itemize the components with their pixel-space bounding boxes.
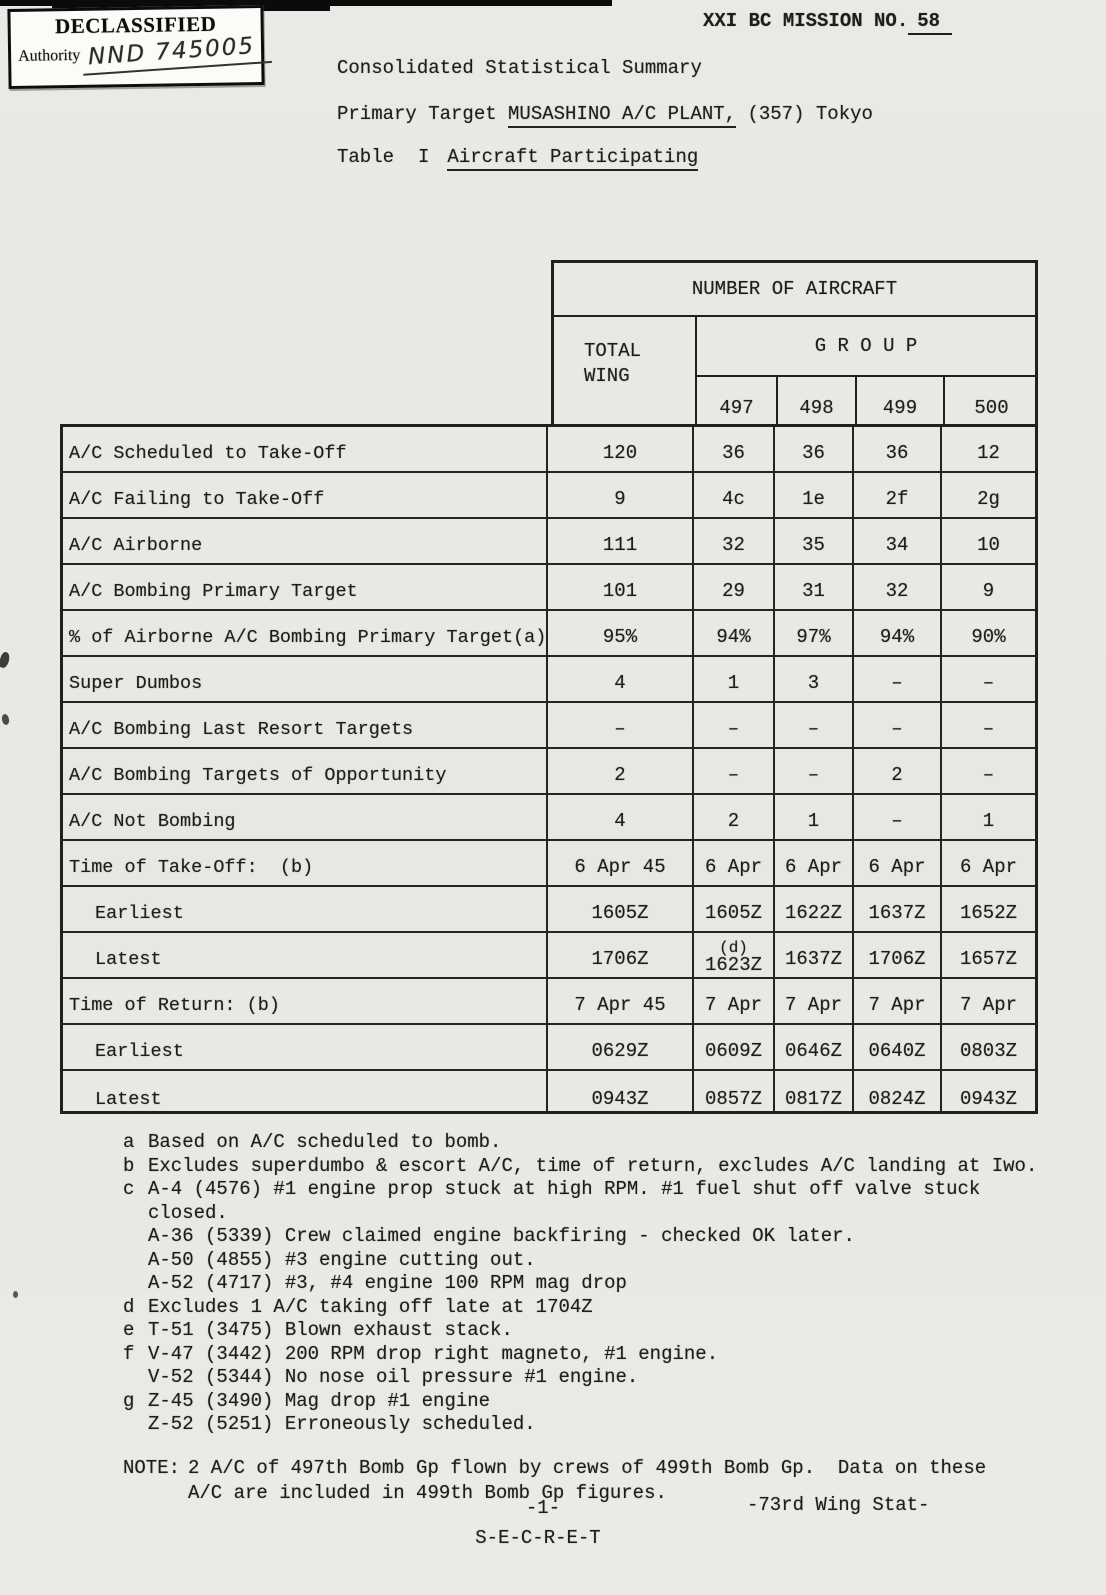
authority-number-handwritten: NND 745005 bbox=[81, 32, 272, 76]
footnote-line bbox=[123, 1366, 1037, 1390]
footnote-line bbox=[123, 1178, 1037, 1202]
footnote-line bbox=[123, 1413, 1037, 1437]
row-label: A/C Not Bombing bbox=[63, 795, 548, 839]
row-label: Earliest bbox=[63, 1025, 548, 1069]
table-cell: 94% bbox=[694, 611, 775, 655]
table-cell: 4 bbox=[548, 795, 694, 839]
table-caption bbox=[337, 146, 698, 168]
footnote-tag: a bbox=[123, 1131, 135, 1153]
table-cell: 4c bbox=[694, 473, 775, 517]
footnote-tag: f bbox=[123, 1342, 135, 1365]
ink-mark bbox=[0, 651, 11, 669]
ink-mark bbox=[1, 713, 10, 725]
table-cell: 6 Apr bbox=[694, 841, 775, 885]
total-wing-column-header bbox=[551, 317, 697, 424]
footnote-text: T-51 (3475) Blown exhaust stack. bbox=[148, 1319, 513, 1341]
footnote-text: V-52 (5344) No nose oil pressure #1 engine. bbox=[148, 1366, 639, 1388]
row-label: Latest bbox=[63, 1071, 548, 1114]
table-cell: 94% bbox=[854, 611, 942, 655]
table-cell: 10 bbox=[977, 534, 1000, 556]
footnote-line bbox=[123, 1343, 1037, 1367]
table-cell: – bbox=[982, 672, 995, 694]
footnote-line bbox=[123, 1131, 1037, 1155]
footnote-text: A-50 (4855) #3 engine cutting out. bbox=[148, 1248, 536, 1271]
footnote-text: Excludes 1 A/C taking off late at 1704Z bbox=[148, 1295, 593, 1318]
table-cell: 1605Z bbox=[694, 887, 775, 931]
table-span-header: NUMBER OF AIRCRAFT bbox=[551, 260, 1038, 317]
table-cell: 0803Z bbox=[959, 1040, 1017, 1062]
table-row bbox=[63, 841, 1035, 887]
row-label: A/C Bombing Last Resort Targets bbox=[63, 703, 548, 747]
footnote-text: A-4 (4576) #1 engine prop stuck at high RPM. #1 fuel shut off valve stuck bbox=[148, 1178, 981, 1200]
mission-number: 58 bbox=[908, 10, 952, 35]
table-cell: 1622Z bbox=[775, 887, 854, 931]
footnote-line bbox=[123, 1390, 1037, 1414]
footnote-tag bbox=[123, 1366, 148, 1390]
footnote-tag bbox=[123, 1249, 148, 1273]
document-title: Consolidated Statistical Summary bbox=[337, 57, 702, 79]
footnote-text: A-36 (5339) Crew claimed engine backfiring - checked OK later. bbox=[148, 1225, 855, 1247]
row-label: A/C Failing to Take-Off bbox=[63, 473, 548, 517]
table-cell: 1637Z bbox=[854, 887, 942, 931]
row-label: Time of Return: (b) bbox=[63, 979, 548, 1023]
footnote-line bbox=[123, 1319, 1037, 1343]
table-cell: – bbox=[854, 703, 942, 747]
page-number: -1- bbox=[525, 1497, 561, 1519]
table-cell: 32 bbox=[854, 565, 942, 609]
table-cell: 6 Apr bbox=[854, 841, 942, 885]
table-row bbox=[63, 657, 1035, 703]
table-cell: 2f bbox=[854, 473, 942, 517]
table-cell: – bbox=[775, 703, 854, 747]
footnote-tag: d bbox=[123, 1295, 135, 1318]
table-cell: 3 bbox=[775, 657, 854, 701]
footnote-tag bbox=[123, 1413, 148, 1437]
table-cell: – bbox=[694, 749, 775, 793]
table-cell: 34 bbox=[854, 519, 942, 563]
table-cell: 1637Z bbox=[775, 933, 854, 977]
table-cell: 1 bbox=[775, 795, 854, 839]
table-cell: 0943Z bbox=[959, 1088, 1017, 1110]
footnote-text: Excludes superdumbo & escort A/C, time of return, excludes A/C landing at Iwo. bbox=[148, 1154, 1038, 1177]
footnote-line bbox=[123, 1296, 1037, 1320]
table-cell: 0646Z bbox=[775, 1025, 854, 1069]
group-cols bbox=[697, 377, 1038, 424]
table-cell: – bbox=[854, 795, 942, 839]
table-cell: 0817Z bbox=[775, 1071, 854, 1114]
mission-prefix: XXI BC MISSION NO. bbox=[703, 10, 909, 32]
footnote-tag bbox=[123, 1202, 148, 1226]
table-cell: 95% bbox=[548, 611, 694, 655]
table-row bbox=[63, 1025, 1035, 1071]
table-cell: 0824Z bbox=[854, 1071, 942, 1114]
note-line: 2 A/C of 497th Bomb Gp flown by crews of 499th Bomb Gp. Data on these bbox=[188, 1457, 987, 1479]
table-cell: 2g bbox=[977, 488, 1000, 510]
footnote-line bbox=[123, 1155, 1037, 1179]
row-label: A/C Scheduled to Take-Off bbox=[63, 427, 548, 471]
table-cell: – bbox=[982, 764, 995, 786]
row-label: % of Airborne A/C Bombing Primary Target(a) bbox=[63, 611, 548, 655]
footnote-line bbox=[123, 1249, 1037, 1273]
footnotes bbox=[123, 1131, 1037, 1437]
footnote-tag: c bbox=[123, 1178, 135, 1200]
table-cell: 6 Apr bbox=[959, 856, 1017, 878]
row-label: Latest bbox=[63, 933, 548, 977]
note-tag: NOTE: bbox=[123, 1457, 181, 1479]
table-cell: 111 bbox=[548, 519, 694, 563]
primary-target-line bbox=[337, 103, 873, 125]
table-cell: 29 bbox=[694, 565, 775, 609]
table-cell: 2 bbox=[694, 795, 775, 839]
table-cell: 0640Z bbox=[854, 1025, 942, 1069]
table-row bbox=[63, 887, 1035, 933]
group-col-header: 498 bbox=[778, 377, 857, 424]
primary-target-suffix: (357) Tokyo bbox=[736, 103, 873, 125]
table-row bbox=[63, 979, 1035, 1025]
footnote-line bbox=[123, 1202, 1037, 1226]
declassified-stamp-authority bbox=[11, 33, 261, 72]
table-cell: 97% bbox=[775, 611, 854, 655]
table-cell: 1657Z bbox=[959, 948, 1017, 970]
table-cell: 6 Apr 45 bbox=[548, 841, 694, 885]
total-wing-line2: WING bbox=[584, 365, 630, 387]
table-cell: 0609Z bbox=[694, 1025, 775, 1069]
table-cell: 1706Z bbox=[854, 933, 942, 977]
table-row bbox=[63, 611, 1035, 657]
cell-value: 1623Z bbox=[704, 954, 762, 976]
table-word: Table bbox=[337, 146, 395, 168]
table-cell: 0857Z bbox=[694, 1071, 775, 1114]
table-cell: 9 bbox=[982, 580, 995, 602]
table-cell: 7 Apr bbox=[959, 994, 1017, 1016]
table-name: Aircraft Participating bbox=[447, 146, 698, 171]
table-row bbox=[63, 427, 1035, 473]
row-label: A/C Bombing Primary Target bbox=[63, 565, 548, 609]
footnote-tag: e bbox=[123, 1319, 135, 1341]
group-col-header: 500 bbox=[974, 397, 1009, 419]
footnote-text: Z-45 (3490) Mag drop #1 engine bbox=[148, 1389, 491, 1412]
table-cell: – bbox=[982, 718, 995, 740]
footnote-tag bbox=[123, 1225, 148, 1249]
footnote-text: V-47 (3442) 200 RPM drop right magneto, #1 engine. bbox=[148, 1342, 719, 1365]
row-label: Super Dumbos bbox=[63, 657, 548, 701]
table-cell: 1e bbox=[775, 473, 854, 517]
footnote-text: Z-52 (5251) Erroneously scheduled. bbox=[148, 1413, 536, 1435]
table-row bbox=[63, 703, 1035, 749]
table-cell: 1652Z bbox=[959, 902, 1017, 924]
table-cell: 2 bbox=[854, 749, 942, 793]
note-line: A/C are included in 499th Bomb Gp figures. bbox=[188, 1481, 667, 1504]
table-body bbox=[60, 424, 1038, 1114]
table-cell: 9 bbox=[548, 473, 694, 517]
table-cell: – bbox=[775, 749, 854, 793]
footnote-text: Based on A/C scheduled to bomb. bbox=[148, 1131, 502, 1153]
table-cell: – bbox=[548, 703, 694, 747]
classification-marking: S-E-C-R-E-T bbox=[475, 1527, 601, 1549]
table-cell: 7 Apr 45 bbox=[548, 979, 694, 1023]
authority-label: Authority bbox=[17, 46, 81, 65]
row-label: A/C Airborne bbox=[63, 519, 548, 563]
footnote-ref: (d) bbox=[719, 939, 748, 957]
table-cell: 1706Z bbox=[548, 933, 694, 977]
primary-target-value: MUSASHINO A/C PLANT, bbox=[508, 103, 736, 128]
table-cell: 36 bbox=[854, 427, 942, 471]
table-cell: 32 bbox=[694, 519, 775, 563]
footnote-text: closed. bbox=[148, 1201, 228, 1224]
group-header: G R O U P bbox=[697, 317, 1038, 377]
table-row bbox=[63, 565, 1035, 611]
declassified-stamp bbox=[7, 5, 264, 89]
group-col-header: 499 bbox=[857, 377, 945, 424]
table-cell: 1 bbox=[694, 657, 775, 701]
table-row bbox=[63, 1071, 1035, 1114]
table-cell: 2 bbox=[548, 749, 694, 793]
footnote-tag: g bbox=[123, 1389, 135, 1412]
footnote-line bbox=[123, 1225, 1037, 1249]
row-label: A/C Bombing Targets of Opportunity bbox=[63, 749, 548, 793]
table-cell: 4 bbox=[548, 657, 694, 701]
table-cell: 101 bbox=[548, 565, 694, 609]
mission-header bbox=[703, 10, 952, 32]
table-row bbox=[63, 933, 1035, 979]
table-cell: 12 bbox=[977, 442, 1000, 464]
footnote-text: A-52 (4717) #3, #4 engine 100 RPM mag drop bbox=[148, 1272, 627, 1294]
table-cell: 31 bbox=[775, 565, 854, 609]
table-cell: 35 bbox=[775, 519, 854, 563]
table-cell: 120 bbox=[548, 427, 694, 471]
table-cell: – bbox=[694, 703, 775, 747]
table-cell: 0629Z bbox=[548, 1025, 694, 1069]
table-cell: 7 Apr bbox=[854, 979, 942, 1023]
table-row bbox=[63, 519, 1035, 565]
row-label: Time of Take-Off: (b) bbox=[63, 841, 548, 885]
group-col-header: 497 bbox=[697, 377, 778, 424]
primary-target-label: Primary Target bbox=[337, 103, 509, 125]
footnote-tag: b bbox=[123, 1154, 135, 1177]
table-cell: 7 Apr bbox=[694, 979, 775, 1023]
table-row bbox=[63, 795, 1035, 841]
table-cell: – bbox=[854, 657, 942, 701]
statistics-table bbox=[60, 260, 1038, 1114]
row-label: Earliest bbox=[63, 887, 548, 931]
table-cell: 36 bbox=[694, 427, 775, 471]
table-cell bbox=[694, 933, 775, 977]
table-cell: 1 bbox=[982, 810, 995, 832]
ink-mark bbox=[13, 1291, 18, 1298]
table-cell: 7 Apr bbox=[775, 979, 854, 1023]
table-cell: 36 bbox=[775, 427, 854, 471]
table-cell: 1605Z bbox=[548, 887, 694, 931]
wing-stat-credit: -73rd Wing Stat- bbox=[747, 1494, 930, 1516]
table-row bbox=[63, 473, 1035, 519]
table-cell: 6 Apr bbox=[775, 841, 854, 885]
table-cell: 0943Z bbox=[548, 1071, 694, 1114]
footnote-line bbox=[123, 1272, 1037, 1296]
table-number: I bbox=[418, 146, 430, 168]
table-row bbox=[63, 749, 1035, 795]
table-cell: 90% bbox=[971, 626, 1006, 648]
footnote-tag bbox=[123, 1272, 148, 1296]
total-wing-line1: TOTAL bbox=[584, 340, 642, 362]
declassified-stamp-title: DECLASSIFIED bbox=[54, 11, 217, 39]
